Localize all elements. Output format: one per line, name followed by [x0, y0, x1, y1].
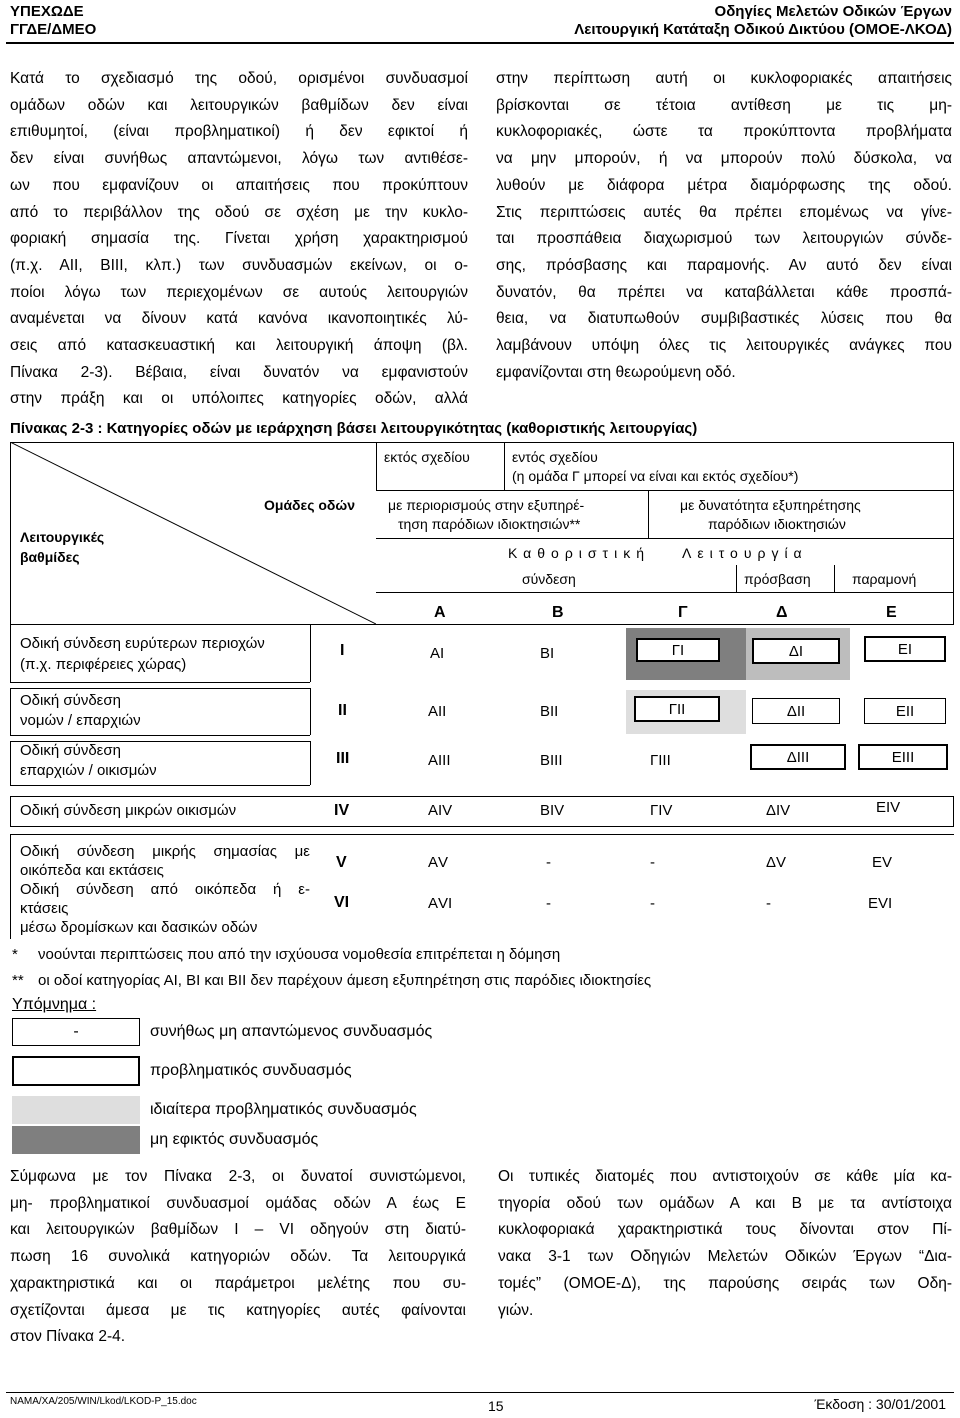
- legend-very-problematic-label: ιδιαίτερα προβληματικός συνδυασμός: [150, 1101, 417, 1118]
- intro-right-line: λαμβάνουν υπόψη όλες τις λειτουργικές ανάγκες που: [496, 337, 952, 355]
- row-4-label: Οδική σύνδεση μικρών οικισμών: [20, 802, 237, 819]
- note-2-mark: **: [12, 972, 24, 989]
- cell-aiv: ΑΙV: [428, 802, 453, 819]
- cell-d6: -: [766, 895, 771, 912]
- cell-giv: ΓΙV: [650, 802, 673, 819]
- inside-plan-label: εντός σχεδίου: [512, 449, 598, 465]
- row-6-label-3: μέσω δρομίσκων και δασικών οδών: [20, 919, 258, 936]
- cell-biii: ΒΙΙΙ: [540, 752, 563, 769]
- intro-right-line: λυθούν με διάφορα μέτρα διαμόρφωσης της οδού.: [496, 176, 952, 194]
- row-2-label-2: νομών / επαρχιών: [20, 712, 141, 729]
- cell-av: ΑV: [428, 854, 449, 871]
- cell-ai: ΑΙ: [430, 645, 445, 662]
- closing-right-line: τομές” (ΟΜΟΕ-Δ), της παρούσης σειράς των Οδη-: [498, 1274, 952, 1292]
- cell-b6: -: [546, 895, 551, 912]
- cell-evi: ΕVΙ: [868, 895, 893, 912]
- cell-ev: ΕV: [872, 854, 893, 871]
- intro-right-column: [496, 66, 952, 386]
- cell-div: ΔΙV: [766, 802, 791, 819]
- row-3-label-2: επαρχιών / οικισμών: [20, 762, 157, 779]
- cell-aii: ΑΙΙ: [428, 703, 447, 720]
- intro-right-line: Στις περιπτώσεις αυτές θα πρέπει επομένως να γίνε-: [496, 203, 952, 221]
- row-3-number: III: [336, 750, 350, 767]
- cell-diii: ΔΙΙΙ: [750, 744, 846, 770]
- limited-access-label-2: τηση παρόδιων ιδιοκτησιών**: [398, 516, 581, 532]
- limited-access-label-1: με περιορισμούς στην εξυπηρέ-: [388, 497, 585, 513]
- intro-right-line: κυκλοφοριακές, ώστε τα προκύπτοντα προβλήματα: [496, 123, 952, 141]
- intro-right-line: βρίσκονται σε τέτοια αντίθεση με τις μη-: [496, 96, 952, 114]
- intro-right-line: να μην μπορούν, ή να μπορούν πολύ δύσκολα, να: [496, 150, 952, 168]
- intro-left-line: Πίνακα 2-3). Βέβαια, είναι δυνατόν να εμφανιστούν: [10, 363, 468, 381]
- intro-right-line: ται προσπάθεια διαχωρισμού των λειτουργιών σύνδε-: [496, 230, 952, 248]
- intro-right-line: εμφανίζονται στη θεωρούμενη οδό.: [496, 363, 736, 381]
- legend-swatch-uncommon: -: [12, 1018, 140, 1046]
- row-6-number: VI: [334, 894, 350, 911]
- closing-left-line: στον Πίνακα 2-4.: [10, 1328, 126, 1346]
- group-b: Β: [552, 604, 564, 621]
- group-e: Ε: [886, 604, 897, 621]
- row-3-label-1: Οδική σύνδεση: [20, 742, 121, 759]
- cell-dii: ΔΙΙ: [752, 698, 840, 724]
- closing-left-line: σχετίζονται άμεσα με τις κατηγορίες αυτές φαίνονται: [10, 1301, 466, 1319]
- closing-right-line: νακα 3-1 των Οδηγιών Μελετών Οδικών Έργων “Δια-: [498, 1248, 952, 1266]
- row-4-number: IV: [334, 802, 350, 819]
- intro-left-column: [10, 66, 468, 413]
- legend-swatch-very-problematic: [12, 1096, 140, 1124]
- inside-plan-note: (η ομάδα Γ μπορεί να είναι και εκτός σχεδίου*): [512, 468, 799, 484]
- row-1-number: I: [340, 642, 345, 659]
- possible-access-label-2: παρόδιων ιδιοκτησιών: [708, 516, 846, 532]
- legend-uncommon-label: συνήθως μη απαντώμενος συνδυασμός: [150, 1023, 433, 1040]
- closing-right-column: [498, 1164, 952, 1324]
- legend-swatch-problematic: [12, 1056, 140, 1086]
- intro-left-line: φοριακή σημασία της. Γίνεται χρήση χαρακτηρισμού: [10, 230, 468, 248]
- cell-eii: ΕΙΙ: [864, 698, 946, 724]
- intro-left-line: δεν είναι συνήθως απαντώμενοι, λόγω των αντιθέσε-: [10, 150, 468, 168]
- cell-g5: -: [650, 854, 655, 871]
- functional-levels-label-1: Λειτουργικές: [20, 529, 105, 545]
- table-caption: Πίνακας 2-3 : Κατηγορίες οδών με ιεράρχηση βάσει λειτουργικότητας (καθοριστικής λειτουργίας): [10, 420, 698, 437]
- row-5-label-1: Οδική σύνδεση μικρής σημασίας με: [20, 843, 310, 860]
- intro-left-line: στην πράξη και οι υπόλοιπες κατηγορίες οδών, αλλά: [10, 390, 468, 408]
- intro-left-line: από το περιβάλλον της οδού σε σχέση με την κυκλο-: [10, 203, 468, 221]
- row-1-label-2: (π.χ. περιφέρειες χώρας): [20, 656, 187, 673]
- road-groups-label: Ομάδες οδών: [264, 497, 356, 513]
- cell-bi: ΒΙ: [540, 645, 555, 662]
- intro-left-line: ποίοι λόγω των περιεχομένων σε αυτούς λειτουργιών: [10, 283, 468, 301]
- closing-left-line: Σύμφωνα με τον Πίνακα 2-3, οι δυνατοί συνιστώμενοι,: [10, 1168, 466, 1185]
- footer-page: 15: [488, 1398, 504, 1414]
- row-2-number: II: [338, 702, 347, 719]
- intro-right-line: στην περίπτωση αυτή οι κυκλοφοριακές απαιτήσεις: [496, 70, 952, 87]
- intro-left-line: ομάδων οδών και λειτουργικών βαθμίδων δεν είναι: [10, 96, 468, 114]
- access-label: πρόσβαση: [744, 571, 811, 587]
- row-5-label-2: οικόπεδα και εκτάσεις: [20, 862, 164, 879]
- possible-access-label-1: με δυνατότητα εξυπηρέτησης: [680, 497, 861, 513]
- group-a: Α: [434, 604, 446, 621]
- group-d: Δ: [776, 604, 788, 621]
- note-1-mark: *: [12, 946, 18, 963]
- closing-left-line: χαρακτηριστικά και οι παράμετροι μελέτης που συ-: [10, 1274, 466, 1292]
- cell-giii: ΓΙΙΙ: [650, 752, 671, 769]
- org-name: ΥΠΕΧΩΔΕ: [10, 3, 84, 20]
- cell-dv: ΔV: [766, 854, 787, 871]
- cell-eiv: ΕΙV: [876, 799, 901, 816]
- cell-eiii: ΕΙΙΙ: [858, 744, 948, 770]
- group-c: Γ: [678, 604, 688, 621]
- doc-title: Οδηγίες Μελετών Οδικών Έργων: [714, 3, 952, 20]
- doc-subtitle: Λειτουργική Κατάταξη Οδικού Δικτύου (ΟΜΟΕ-ΛΚΟΔ): [574, 21, 952, 38]
- note-1-text: νοούνται περιπτώσεις που από την ισχύουσα νομοθεσία επιτρέπεται η δόμηση: [38, 946, 561, 963]
- decisive-label: Καθοριστική: [508, 545, 650, 561]
- note-2-text: οι οδοί κατηγορίας ΑΙ, ΒΙ και ΒΙΙ δεν παρέχουν άμεση εξυπηρέτηση στις παρόδιες ιδιοκτησίες: [38, 972, 652, 989]
- cell-ei: ΕΙ: [864, 636, 946, 662]
- footer-edition: Έκδοση : 30/01/2001: [814, 1396, 946, 1412]
- row-5-number: V: [336, 854, 347, 871]
- cell-aiii: ΑΙΙΙ: [428, 752, 451, 769]
- connection-label: σύνδεση: [522, 571, 576, 587]
- stay-label: παραμονή: [852, 571, 917, 587]
- intro-right-line: θεια, να διατυπωθούν συμβιβαστικές λύσεις που θα: [496, 310, 952, 328]
- cell-bii: ΒΙΙ: [540, 703, 559, 720]
- closing-right-line: Οι τυπικές διατομές που αντιστοιχούν σε κάθε μία κα-: [498, 1168, 952, 1185]
- footer-file: ΝΑΜΑ/ΧΑ/205/WIN/Lkod/LKOD-P_15.doc: [10, 1396, 197, 1407]
- legend-swatch-infeasible: [12, 1126, 140, 1154]
- closing-right-line: γιών.: [498, 1301, 534, 1319]
- closing-left-line: πωση 16 συνολικά κατηγοριών οδών. Τα λειτουργικά: [10, 1248, 466, 1266]
- row-2-label-1: Οδική σύνδεση: [20, 692, 121, 709]
- intro-left-line: επιθυμητοί, (είναι προβληματικοί) ή δεν εφικτοί ή: [10, 123, 468, 141]
- legend-infeasible-label: μη εφικτός συνδυασμός: [150, 1131, 319, 1148]
- closing-left-line: και λειτουργικών βαθμίδων Ι – VΙ οδηγούν στη διατύ-: [10, 1221, 466, 1239]
- closing-left-column: [10, 1164, 466, 1351]
- closing-left-line: μη- προβληματικοί συνδυασμοί ομάδας οδών Α έως Ε: [10, 1194, 466, 1212]
- cell-di: ΔΙ: [752, 638, 840, 664]
- cell-gi: ΓΙ: [636, 638, 720, 662]
- closing-right-line: κυκλοφοριακά χαρακτηριστικά τους δίνονται στον Πί-: [498, 1221, 952, 1239]
- cell-biv: ΒΙV: [540, 802, 565, 819]
- cell-g6: -: [650, 895, 655, 912]
- intro-left-line: σεις από κατασκευαστική και λειτουργική άποψη (βλ.: [10, 337, 468, 355]
- closing-right-line: τηγορία οδού των ομάδων Α και Β με τα αντίστοιχα: [498, 1194, 952, 1212]
- intro-left-line: Κατά το σχεδιασμό της οδού, ορισμένοι συνδυασμοί: [10, 70, 468, 87]
- legend-problematic-label: προβληματικός συνδυασμός: [150, 1062, 352, 1079]
- row-6-label-1: Οδική σύνδεση από οικόπεδα ή ε-: [20, 881, 310, 898]
- intro-left-line: ων που εμφανίζουν οι απαιτήσεις που προκύπτουν: [10, 176, 468, 194]
- header-rule: [6, 42, 954, 44]
- row-6-label-2: κτάσεις: [20, 900, 69, 917]
- intro-left-line: (π.χ. ΑΙΙ, ΒΙΙΙ, κλπ.) των συνδυασμών εκείνων, οι ο-: [10, 256, 468, 274]
- cell-b5: -: [546, 854, 551, 871]
- footer-rule: [6, 1392, 954, 1393]
- row-1-label-1: Οδική σύνδεση ευρύτερων περιοχών: [20, 635, 265, 652]
- org-division: ΓΓΔΕ/ΔΜΕΟ: [10, 21, 97, 38]
- cell-avi: ΑVΙ: [428, 895, 453, 912]
- functional-levels-label-2: βαθμίδες: [20, 549, 80, 565]
- legend-title: Υπόμνημα :: [12, 996, 97, 1013]
- intro-right-line: σης, πρόσβασης και παραμονής. Αν αυτό δεν είναι: [496, 256, 952, 274]
- intro-left-line: αναμένεται να δίνουν κατά κανόνα ικανοποιητικές λύ-: [10, 310, 468, 328]
- cell-gii: ΓΙΙ: [634, 696, 720, 722]
- function-label: Λειτουργία: [682, 545, 808, 561]
- outside-plan-label: εκτός σχεδίου: [384, 449, 470, 465]
- intro-right-line: δυνατόν, θα πρέπει να καταβάλλεται κάθε προσπά-: [496, 283, 952, 301]
